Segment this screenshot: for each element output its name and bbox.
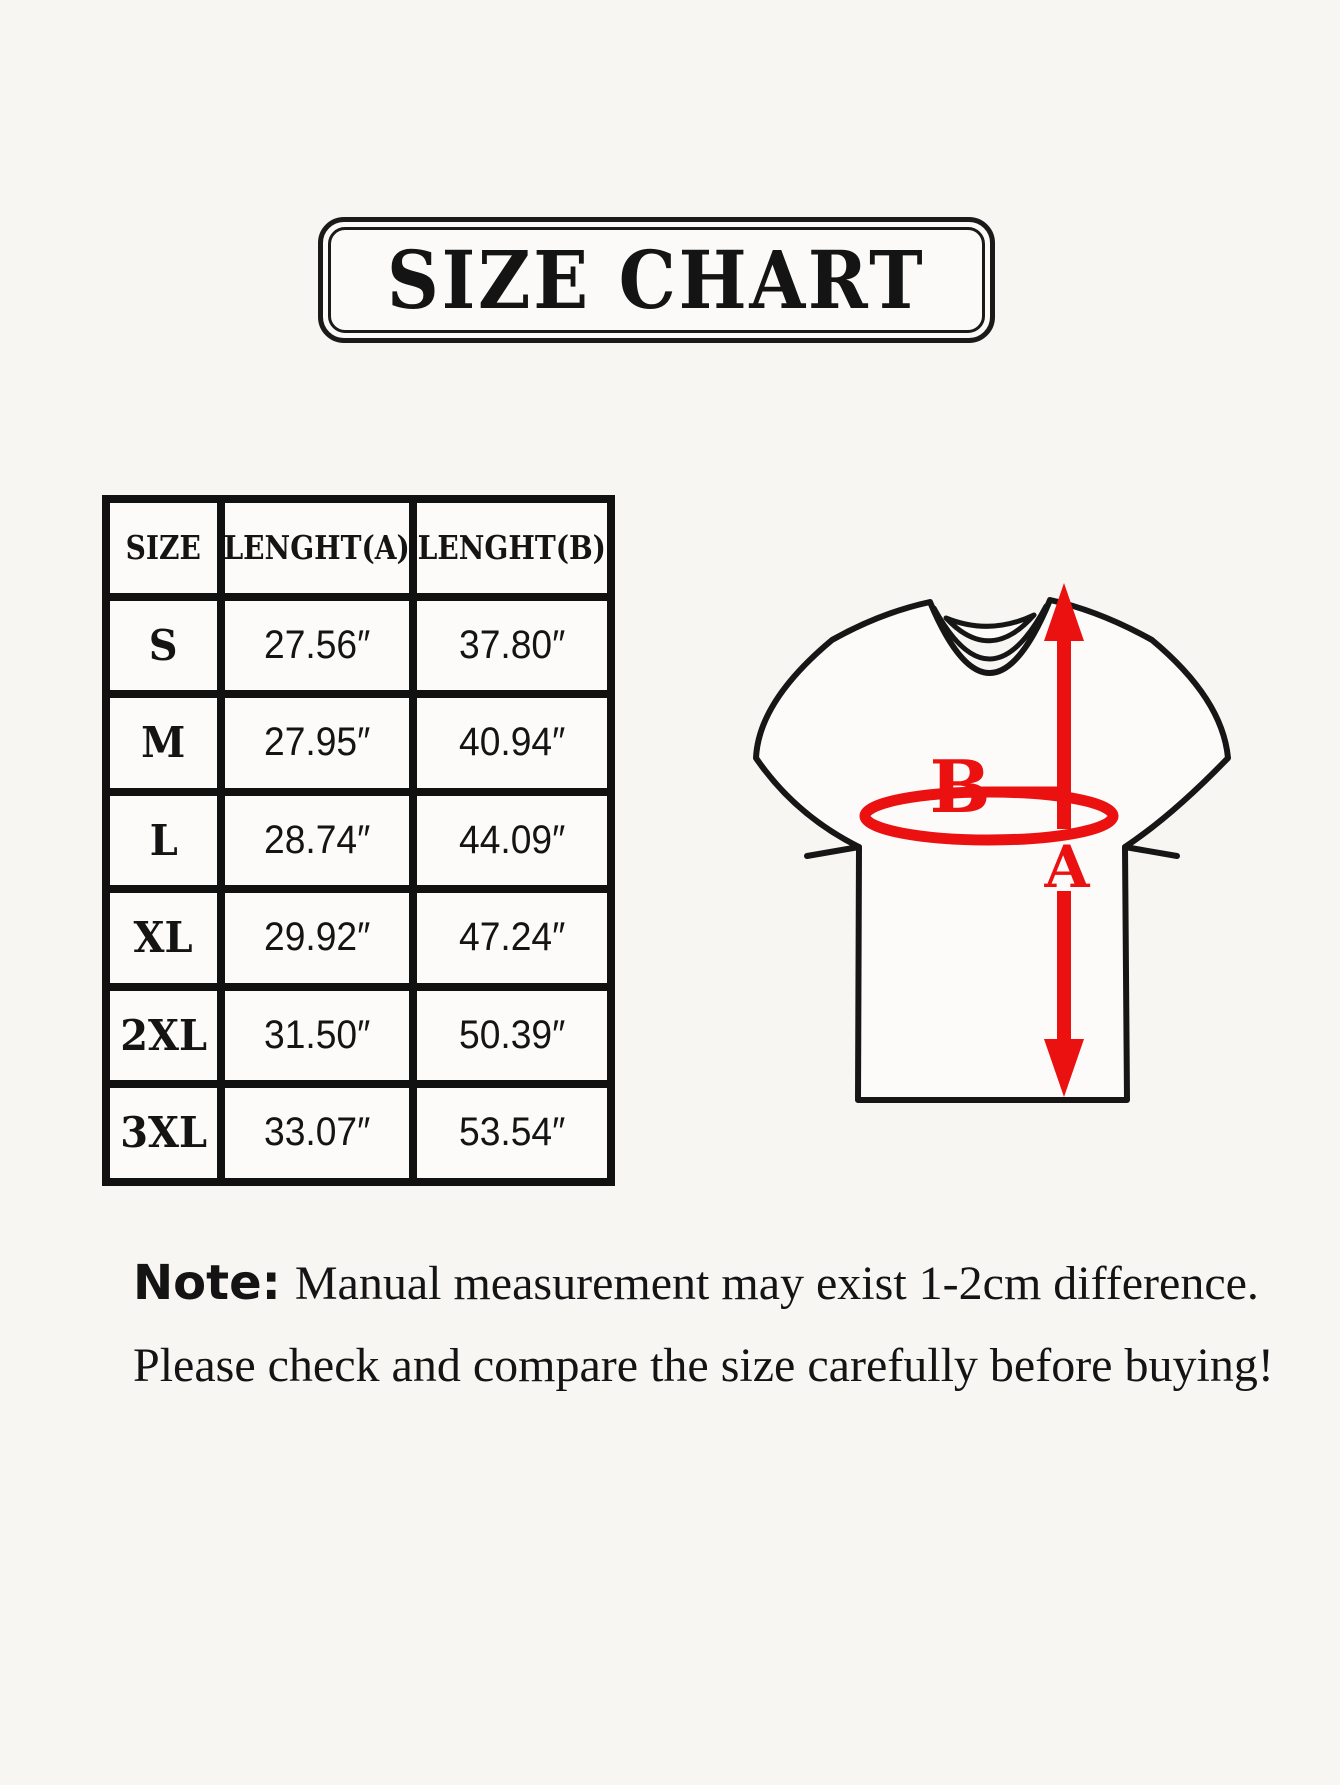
note-line-1 [133, 1254, 1273, 1313]
note [133, 1254, 1273, 1419]
length-b-cell: 53.54″ [413, 1084, 611, 1182]
column-header-length-a: LENGHT(A) [221, 499, 413, 597]
size-cell: XL [106, 889, 221, 987]
size-cell: S [106, 597, 221, 695]
left-sleeve-seam [807, 847, 859, 856]
note-prefix: Note: [133, 1255, 281, 1311]
label-b: B [929, 744, 991, 829]
length-arrow-shaft-bottom [1057, 891, 1071, 1043]
length-a-cell: 27.95″ [221, 694, 413, 792]
length-a-cell: 28.74″ [221, 792, 413, 890]
title-inner-border [328, 227, 985, 333]
length-b-cell: 40.94″ [413, 694, 611, 792]
tshirt-measurement-diagram [640, 515, 1250, 1115]
length-a-cell: 33.07″ [221, 1084, 413, 1182]
length-a-cell: 31.50″ [221, 987, 413, 1085]
right-sleeve-seam [1125, 847, 1177, 856]
size-cell: L [106, 792, 221, 890]
length-a-cell: 27.56″ [221, 597, 413, 695]
page-title: SIZE CHART [387, 233, 926, 327]
length-b-cell: 50.39″ [413, 987, 611, 1085]
note-line-2 [133, 1337, 1273, 1395]
label-a: A [1044, 833, 1090, 901]
length-b-cell: 47.24″ [413, 889, 611, 987]
length-b-cell: 37.80″ [413, 597, 611, 695]
size-table [102, 495, 615, 1186]
size-cell: 2XL [106, 987, 221, 1085]
size-cell: M [106, 694, 221, 792]
title-box [318, 217, 995, 343]
size-cell: 3XL [106, 1084, 221, 1182]
length-a-cell: 29.92″ [221, 889, 413, 987]
column-header-size: SIZE [106, 499, 221, 597]
column-header-length-b: LENGHT(B) [413, 499, 611, 597]
note-text-2: Please check and compare the size carefully before buying! [133, 1339, 1274, 1392]
collar-back-lens [946, 615, 1034, 641]
length-b-cell: 44.09″ [413, 792, 611, 890]
note-text-1: Manual measurement may exist 1-2cm difference. [294, 1257, 1259, 1310]
